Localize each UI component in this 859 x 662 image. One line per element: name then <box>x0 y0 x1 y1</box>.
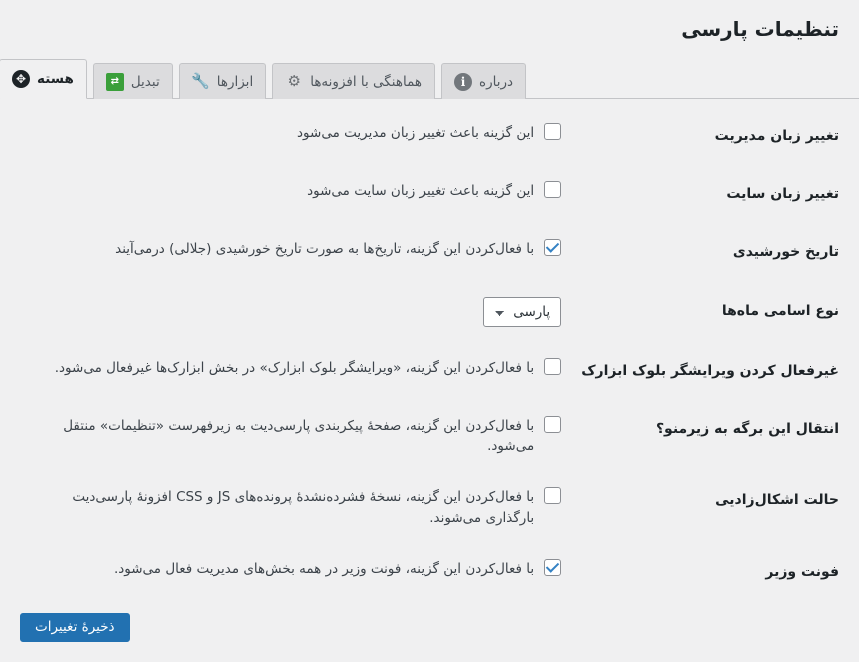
tab-about-label: درباره <box>479 73 513 90</box>
info-icon: i <box>454 73 472 91</box>
checkbox-move-to-submenu[interactable] <box>544 416 561 433</box>
tab-list <box>0 59 526 99</box>
setting-desc-debug-mode: با فعال‌کردن این گزینه، نسخهٔ فشرده‌نشدهٔ پرونده‌های JS و CSS افزونهٔ پارسی‌دیت بارگذاری می‌شوند. <box>72 489 535 526</box>
setting-desc-admin-language: این گزینه باعث تغییر زبان مدیریت می‌شود <box>297 125 535 141</box>
table-row-admin-language <box>0 107 859 165</box>
setting-label-vazir-font: فونت وزیر <box>765 563 839 580</box>
tab-bar <box>0 58 859 99</box>
table-row-site-language <box>0 165 859 223</box>
checkbox-admin-language[interactable] <box>544 123 561 140</box>
globe-icon: ✥ <box>12 70 30 88</box>
setting-label-disable-widget-block-editor: غیرفعال کردن ویرایشگر بلوک ابزارک <box>581 362 839 379</box>
tab-core-label: هسته <box>37 71 74 87</box>
convert-icon: ⇄ <box>106 73 124 91</box>
page-title: تنظیمات پارسی <box>681 17 839 41</box>
setting-label-move-to-submenu: انتقال این برگه به زیرمنو؟ <box>655 420 839 437</box>
wrench-icon: 🔧 <box>191 72 211 90</box>
settings-table <box>0 107 859 601</box>
tab-core[interactable] <box>0 59 87 99</box>
checkbox-debug-mode[interactable] <box>544 487 561 504</box>
submit-area <box>0 601 859 662</box>
checkbox-vazir-font[interactable] <box>544 559 561 576</box>
select-month-names[interactable] <box>483 297 561 327</box>
table-row-vazir-font <box>0 543 859 601</box>
tab-about[interactable] <box>441 63 526 99</box>
setting-desc-disable-widget-block-editor: با فعال‌کردن این گزینه، «ویرایشگر بلوک ابزارک» در بخش ابزارک‌ها غیرفعال می‌شود. <box>54 359 535 376</box>
setting-label-site-language: تغییر زبان سایت <box>726 186 839 203</box>
setting-desc-jalali-date: با فعال‌کردن این گزینه، تاریخ‌ها به صورت تاریخ خورشیدی (جلالی) درمی‌آیند <box>115 241 535 258</box>
save-changes-button[interactable]: ذخیرهٔ تغییرات <box>20 613 130 643</box>
setting-desc-site-language: این گزینه باعث تغییر زبان سایت می‌شود <box>307 183 535 200</box>
table-row-disable-widget-block-editor <box>0 342 859 400</box>
tab-plugin-compat-label: هماهنگی با افزونه‌ها <box>310 73 422 90</box>
setting-desc-move-to-submenu: با فعال‌کردن این گزینه، صفحهٔ پیکربندی پارسی‌دیت به زیرفهرست «تنظیمات» منتقل می‌شود. <box>63 417 535 454</box>
tab-convert-label: تبدیل <box>130 73 160 90</box>
table-row-debug-mode <box>0 471 859 543</box>
table-row-month-names <box>0 282 859 342</box>
checkbox-disable-widget-block-editor[interactable] <box>544 358 561 375</box>
table-row-move-to-submenu <box>0 400 859 472</box>
setting-label-admin-language: تغییر زبان مدیریت <box>714 128 839 144</box>
checkbox-jalali-date[interactable] <box>544 239 561 256</box>
setting-desc-vazir-font: با فعال‌کردن این گزینه، فونت وزیر در همه بخش‌های مدیریت فعال می‌شود. <box>113 560 535 577</box>
setting-label-jalali-date: تاریخ خورشیدی <box>732 244 839 261</box>
setting-label-month-names: نوع اسامی ماه‌ها <box>721 302 839 319</box>
setting-label-debug-mode: حالت اشکال‌زادیی <box>715 492 839 509</box>
tab-plugin-compat[interactable] <box>272 63 435 99</box>
table-row-jalali-date <box>0 223 859 281</box>
checkbox-site-language[interactable] <box>544 181 561 198</box>
tab-tools[interactable] <box>179 63 266 99</box>
tab-convert[interactable] <box>93 63 173 99</box>
plug-icon: ⚙ <box>287 72 301 90</box>
tab-tools-label: ابزارها <box>216 73 254 90</box>
